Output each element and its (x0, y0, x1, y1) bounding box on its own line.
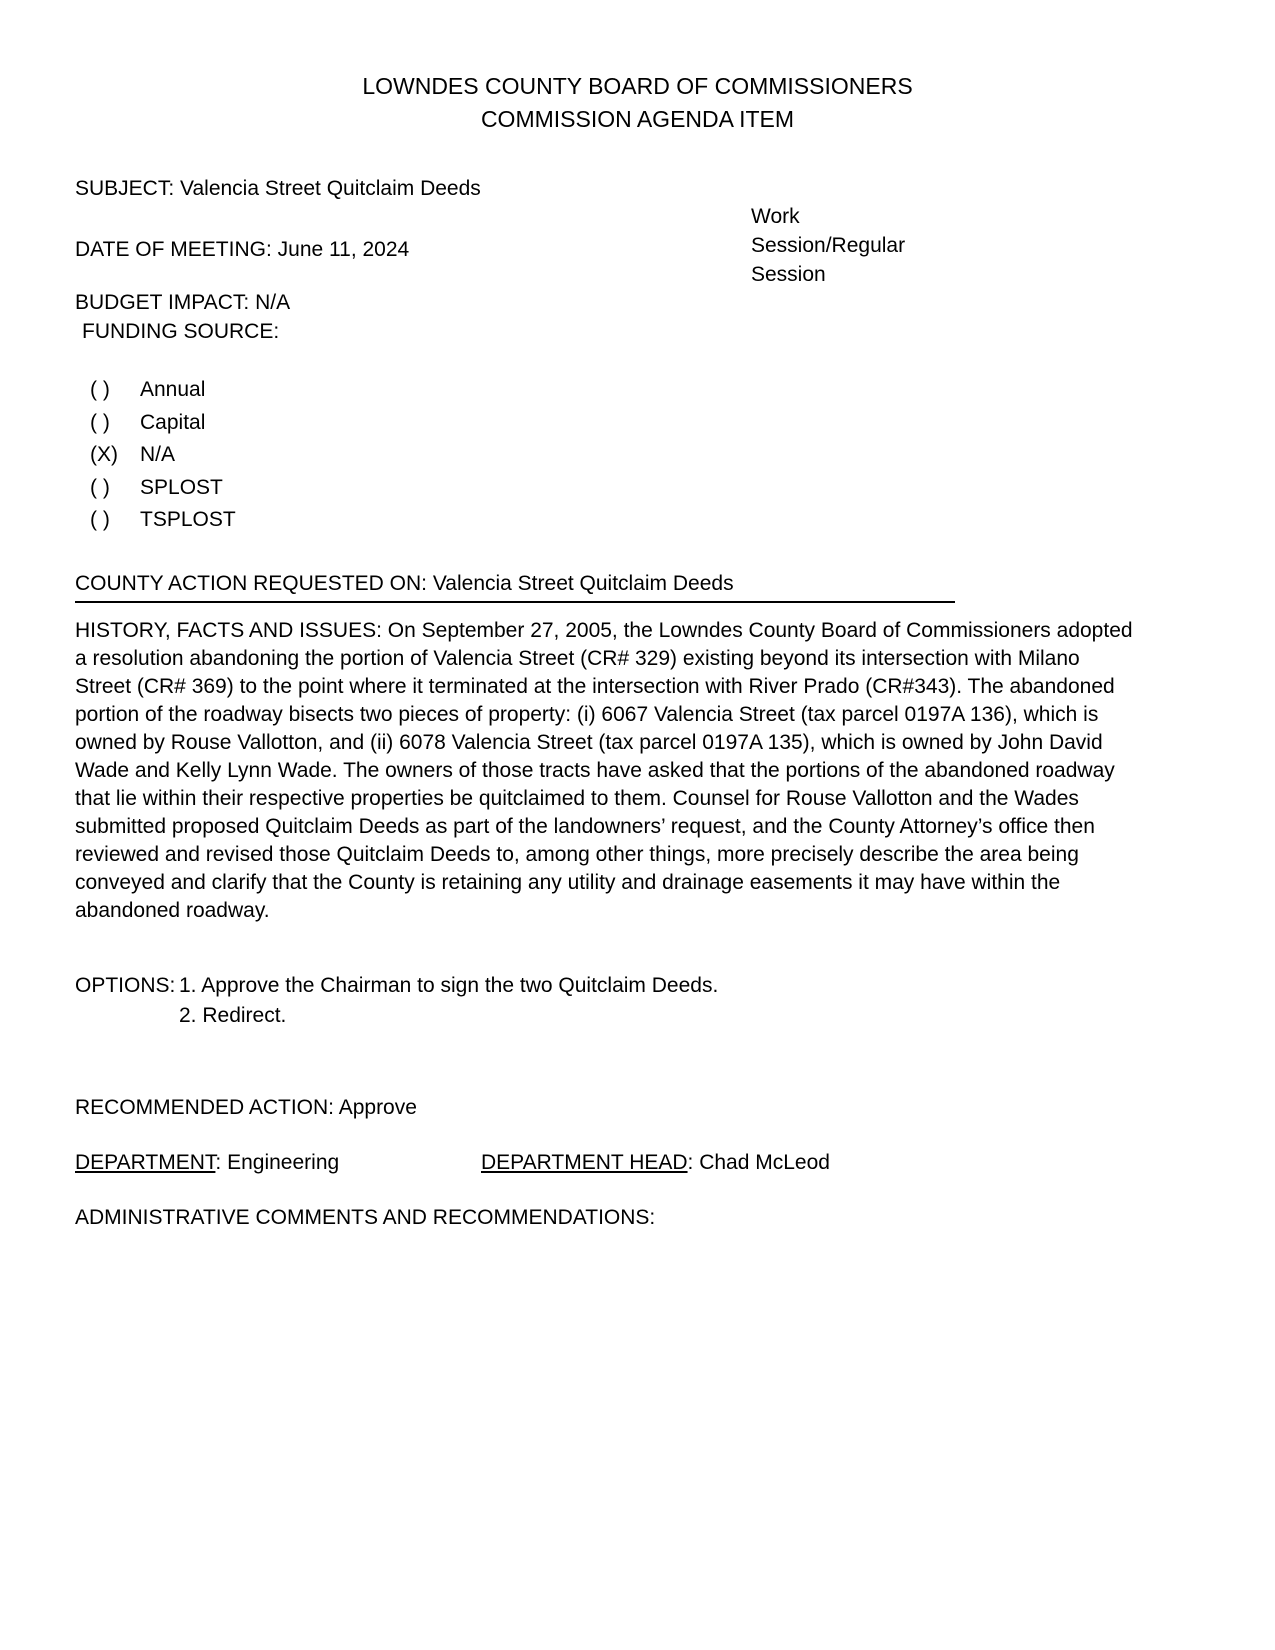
history-text: On September 27, 2005, the Lowndes County Board of Commissioners adopted a resolution abandoning the portion of Valencia Street (CR# 329) existing beyond its intersection with Milano Street (CR# 369) to the point where it terminated at the intersection with River Prado (CR#343). The abandoned portion of the roadway bisects two pieces of property: (i) 6067 Valencia Street (tax parcel 0197A 136), which is owned by Rouse Vallotton, and (ii) 6078 Valencia Street (tax parcel 0197A 135), which is owned by John David Wade and Kelly Lynn Wade. The owners of those tracts have asked that the portions of the abandoned roadway that lie within their respective properties be quitclaimed to them. Counsel for Rouse Vallotton and the Wades submitted proposed Quitclaim Deeds as part of the landowners’ request, and the County Attorney’s office then reviewed and revised those Quitclaim Deeds to, among other things, more precisely describe the area being conveyed and clarify that the County is retaining any utility and drainage easements it may have within the abandoned roadway. (75, 618, 1133, 922)
subject-line (75, 174, 1200, 203)
county-action-value: Valencia Street Quitclaim Deeds (432, 571, 734, 595)
funding-option-label: Capital (140, 410, 206, 434)
session-line: Session (751, 263, 826, 286)
option-item-2: 2. Redirect. (179, 1003, 287, 1027)
budget-label: BUDGET IMPACT: (75, 291, 250, 314)
funding-label: FUNDING SOURCE: (82, 320, 280, 343)
funding-options-list (90, 374, 1200, 537)
options-list (179, 971, 718, 1031)
recommended-action-label: RECOMMENDED ACTION: (75, 1095, 335, 1119)
county-action-line (75, 569, 955, 603)
history-paragraph (75, 617, 1138, 925)
checkbox-mark: ( ) (90, 378, 110, 401)
session-type-block (751, 202, 1071, 289)
budget-line (75, 288, 1200, 317)
history-label: HISTORY, FACTS AND ISSUES: (75, 618, 382, 642)
checkbox-mark: ( ) (90, 508, 110, 531)
funding-option-splost (90, 472, 1200, 505)
department-row (75, 1148, 1200, 1177)
checkbox-mark: ( ) (90, 410, 110, 434)
session-line: Session/Regular (751, 234, 906, 257)
recommended-action-line (75, 1093, 1200, 1122)
title-line-2: COMMISSION AGENDA ITEM (480, 106, 795, 132)
department-line (75, 1148, 481, 1177)
funding-option-na (90, 439, 1200, 472)
funding-option-label: TSPLOST (140, 508, 236, 531)
department-head-label: DEPARTMENT HEAD (481, 1150, 688, 1174)
subject-value: Valencia Street Quitclaim Deeds (180, 177, 481, 200)
funding-option-label: N/A (140, 443, 176, 466)
department-label: DEPARTMENT (75, 1150, 216, 1174)
department-head-line (481, 1148, 830, 1177)
options-section (75, 971, 1200, 1031)
funding-option-tsplost (90, 504, 1200, 537)
funding-option-capital (90, 407, 1200, 440)
checkbox-mark: ( ) (90, 475, 110, 499)
document-title (75, 70, 1200, 136)
department-value: : Engineering (215, 1150, 340, 1174)
meta-section (75, 174, 1200, 346)
county-action-label: COUNTY ACTION REQUESTED ON: (75, 571, 427, 595)
date-label: DATE OF MEETING: (75, 238, 272, 261)
department-head-value: : Chad McLeod (687, 1150, 830, 1174)
recommended-action-value: Approve (338, 1095, 417, 1119)
funding-option-label: Annual (140, 378, 206, 401)
date-value: June 11, 2024 (277, 238, 410, 261)
budget-value: N/A (255, 291, 291, 314)
session-line: Work (751, 205, 800, 228)
subject-label: SUBJECT: (75, 177, 175, 200)
funding-option-annual (90, 374, 1200, 407)
admin-comments-label: ADMINISTRATIVE COMMENTS AND RECOMMENDATIONS: (75, 1205, 656, 1229)
options-label: OPTIONS: (75, 973, 176, 997)
admin-comments-line (75, 1203, 1200, 1232)
checkbox-mark-checked: (X) (90, 443, 118, 466)
title-line-1: LOWNDES COUNTY BOARD OF COMMISSIONERS (362, 73, 913, 99)
funding-source-line (75, 317, 1200, 346)
funding-option-label: SPLOST (140, 475, 223, 499)
option-item-1: 1. Approve the Chairman to sign the two Quitclaim Deeds. (179, 973, 719, 997)
